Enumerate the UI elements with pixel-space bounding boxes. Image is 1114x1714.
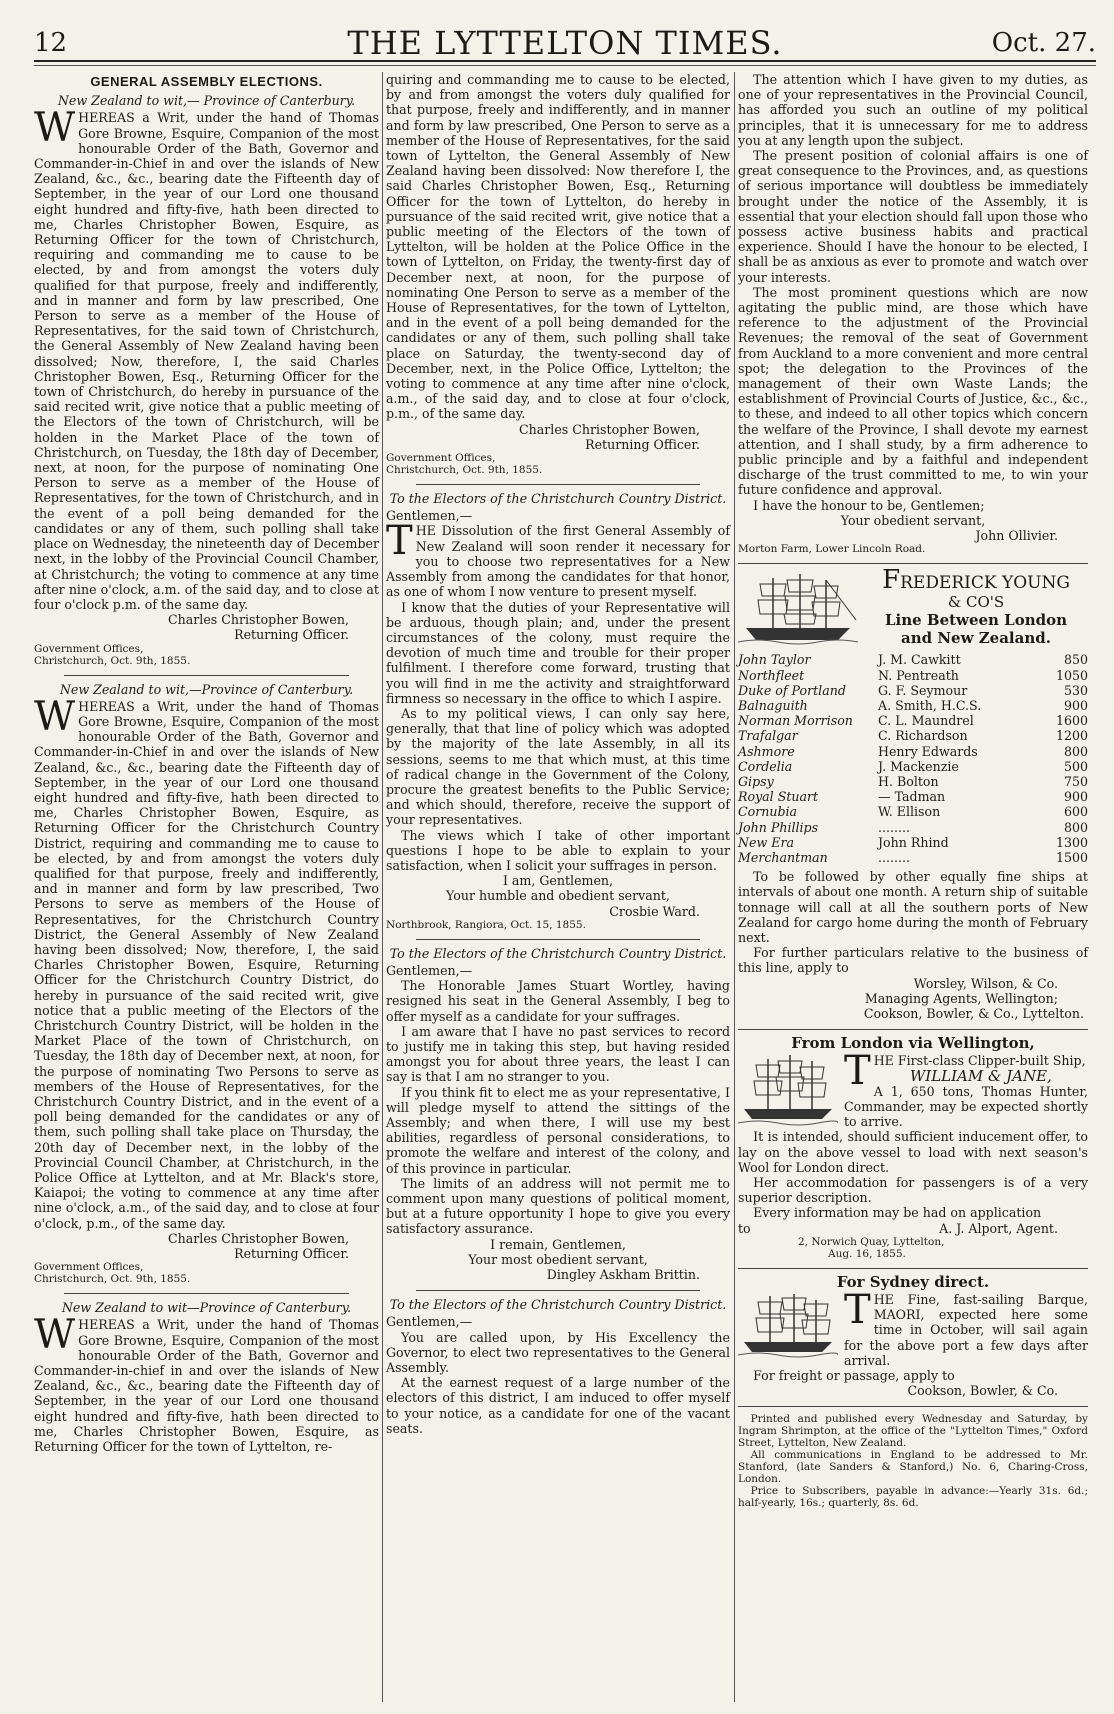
sailing-ship-icon bbox=[738, 1053, 838, 1127]
newspaper-title: THE LYTTELTON TIMES. bbox=[347, 24, 783, 62]
closing: I remain, Gentlemen, bbox=[490, 1236, 626, 1252]
ship-name: New Era bbox=[738, 834, 794, 850]
agent: A. J. Alport, Agent. bbox=[939, 1220, 1058, 1236]
signer: Dingley Askham Brittin. bbox=[546, 1267, 700, 1283]
notice-christchurch-country bbox=[34, 682, 379, 1286]
ship-name: Norman Morrison bbox=[738, 713, 853, 729]
address-title: To the Electors of the Christchurch Country District. bbox=[389, 1297, 727, 1313]
ship-captain: W. Ellison bbox=[878, 804, 941, 820]
ship-row bbox=[738, 850, 1088, 865]
ship-captain: A. Smith, H.C.S. bbox=[878, 697, 982, 713]
ad-heading: From London via Wellington, bbox=[791, 1034, 1035, 1053]
ad-paragraph: THE First-class Clipper-built Ship, bbox=[844, 1048, 1086, 1095]
ad-sydney bbox=[738, 1272, 1088, 1399]
ad-paragraph: For further particulars relative to the business of this line, apply to bbox=[738, 945, 1088, 976]
address-paragraph: The limits of an address will not permit me to comment upon many questions of political moment, but at a future opportunity I hope to give you every satisfactory assurance. bbox=[386, 1175, 730, 1237]
signer: Charles Christopher Bowen, bbox=[168, 1230, 349, 1246]
ship-row bbox=[738, 652, 1088, 667]
address-title: To the Electors of the Christchurch Country District. bbox=[389, 491, 727, 507]
address-paragraph: You are called upon, by His Excellency the Governor, to elect two representatives to the General Assembly. bbox=[386, 1329, 730, 1376]
ad-heading: For Sydney direct. bbox=[836, 1272, 990, 1291]
masthead-rule-thin bbox=[34, 65, 1096, 66]
signer: Charles Christopher Bowen, bbox=[168, 612, 349, 628]
notice-lyttelton-town bbox=[34, 1300, 379, 1454]
notice-body: WHEREAS a Writ, under the hand of Thomas Gore Browne, Esquire, Companion of the most honourable Order of the Bath, Governor and Commander-in-chief in and over the islands of New Zealand, &c., &c., bearing date the Fifteenth day of September, in the year of our Lord one thousand eight hundred and fifty-five, hath been directed to me, Charles Christopher Bowen, Esquire, as Returning Officer for the town of Lyttelton, re- bbox=[34, 1312, 379, 1455]
ship-captain: John Rhind bbox=[878, 834, 949, 850]
address-title: To the Electors of the Christchurch Country District. bbox=[389, 945, 727, 961]
notice-footer: Government Offices, bbox=[386, 452, 496, 465]
address-paragraph: I am aware that I have no past services to record to justify me in taking this step, but having resided amongst you for about three years, the least I can say is that I am no stranger to you. bbox=[386, 1023, 730, 1085]
imprint bbox=[738, 1413, 1088, 1509]
ship-captain: J. M. Cawkitt bbox=[878, 652, 961, 668]
separator bbox=[738, 1268, 1088, 1269]
ship-captain: H. Bolton bbox=[878, 773, 939, 789]
signer-role: Returning Officer. bbox=[585, 436, 700, 452]
ship-tonnage: 500 bbox=[1063, 758, 1088, 774]
ship-tonnage: 850 bbox=[1063, 652, 1088, 668]
ship-row bbox=[738, 820, 1088, 835]
ship-row bbox=[738, 804, 1088, 819]
ship-name: Duke of Portland bbox=[738, 682, 846, 698]
ad-paragraph: A 1, 650 tons, Thomas Hunter, Commander, may be expected shortly to arrive. bbox=[844, 1083, 1088, 1130]
column-divider bbox=[382, 72, 383, 1702]
ship-name: Merchantman bbox=[738, 849, 828, 865]
ship-captain: C. Richardson bbox=[878, 728, 968, 744]
ship-captain: N. Pentreath bbox=[878, 667, 959, 683]
imprint-paragraph: Price to Subscribers, payable in advance:—Yearly 31s. 6d.; half-yearly, 16s.; quarterly, 8s. 6d. bbox=[738, 1485, 1088, 1510]
ad-paragraph: For freight or passage, apply to bbox=[753, 1368, 955, 1384]
agent: Cookson, Bowler, & Co. bbox=[907, 1383, 1058, 1399]
ship-tonnage: 1050 bbox=[1055, 667, 1088, 683]
salutation: Gentlemen,— bbox=[386, 1314, 473, 1330]
notice-footer: Christchurch, Oct. 9th, 1855. bbox=[34, 1273, 191, 1286]
column-3 bbox=[738, 72, 1088, 1509]
address-footer: Morton Farm, Lower Lincoln Road. bbox=[738, 543, 926, 556]
address-ollivier bbox=[738, 72, 1088, 555]
drop-cap: T bbox=[844, 1287, 871, 1334]
ship-captain: — Tadman bbox=[878, 789, 946, 805]
ship-name: Northfleet bbox=[738, 667, 805, 683]
ship-row bbox=[738, 713, 1088, 728]
ship-name: John Phillips bbox=[738, 819, 819, 835]
notice-subtitle: New Zealand to wit,— Province of Canterbury. bbox=[57, 93, 356, 109]
ad-frederick-young bbox=[738, 565, 1088, 1021]
ship-row bbox=[738, 668, 1088, 683]
closing: Your humble and obedient servant, bbox=[446, 888, 670, 904]
signer-role: Returning Officer. bbox=[234, 1246, 349, 1262]
ad-footer: Aug. 16, 1855. bbox=[828, 1247, 906, 1260]
address-paragraph: The most prominent questions which are now agitating the public mind, are those which have reference to the adjustment of the Provincial Revenues; the removal of the seat of Government from Auckland to a more convenient and more central spot; the delegation to the Provinces of the management of their own Waste Lands; the establishment of Provincial Courts of Justice, &c., &c., to these, and indeed to all other topics which concern the welfare of the Province, I shall devote my earnest attention, and I shall study, by a firm adherence to public principle and by a faithful and independent discharge of the trust committed to me, to win your future confidence and approval. bbox=[738, 284, 1088, 498]
separator bbox=[64, 1293, 349, 1294]
page-number: 12 bbox=[34, 28, 68, 58]
ship-captain: Henry Edwards bbox=[878, 743, 978, 759]
masthead bbox=[34, 22, 1096, 62]
ship-row bbox=[738, 744, 1088, 759]
ad-paragraph: Her accommodation for passengers is of a very superior description. bbox=[738, 1175, 1088, 1206]
ad-wellington bbox=[738, 1036, 1088, 1260]
imprint-paragraph: All communications in England to be addressed to Mr. Stanford, (late Sanders & Stanford,) No. 6, Charing-Cross, London. bbox=[738, 1449, 1088, 1486]
ad-title: FREDERICK YOUNG & CO'S Line Between London and New Zealand. bbox=[882, 565, 1070, 648]
ad-footer: 2, Norwich Quay, Lyttelton, bbox=[798, 1235, 945, 1248]
notice-footer: Government Offices, bbox=[34, 1261, 144, 1274]
ship-captain: ........ bbox=[878, 849, 911, 865]
notice-lyttelton-continued bbox=[386, 72, 730, 476]
ship-row bbox=[738, 759, 1088, 774]
ship-name: Ashmore bbox=[738, 743, 795, 759]
address-crosbie-ward bbox=[386, 491, 730, 931]
closing: Your obedient servant, bbox=[840, 512, 986, 528]
column-1 bbox=[34, 72, 379, 1454]
address-paragraph: The views which I take of other important questions I hope to be able to explain to your satisfaction, when I solicit your suffrages in person. bbox=[386, 827, 730, 873]
column-divider bbox=[734, 72, 735, 1702]
ad-paragraph: THE Fine, fast-sailing Barque, MAORI, expected here some time in October, will sail again for the above port a few days after arrival. bbox=[844, 1287, 1088, 1368]
column-2 bbox=[386, 72, 730, 1436]
ship-captain: C. L. Maundrel bbox=[878, 713, 974, 729]
address-footer: Northbrook, Rangiora, Oct. 15, 1855. bbox=[386, 918, 586, 931]
address-last bbox=[386, 1297, 730, 1436]
ship-name: John Taylor bbox=[738, 652, 811, 668]
ship-name: Trafalgar bbox=[738, 728, 798, 744]
ship-tonnage: 1300 bbox=[1055, 834, 1088, 850]
ships-table bbox=[738, 652, 1088, 865]
drop-cap: F bbox=[882, 565, 901, 596]
ship-tonnage: 1600 bbox=[1055, 713, 1088, 729]
separator bbox=[738, 1029, 1088, 1030]
drop-cap: W bbox=[34, 1312, 76, 1359]
imprint-paragraph: Printed and published every Wednesday and Saturday, by Ingram Shrimpton, at the office of the "Lyttelton Times," Oxford Street, Lyttelton, New Zealand. bbox=[738, 1413, 1088, 1450]
signer: Charles Christopher Bowen, bbox=[519, 421, 700, 437]
section-heading: GENERAL ASSEMBLY ELECTIONS. bbox=[90, 74, 323, 89]
notice-footer: Government Offices, bbox=[34, 642, 144, 655]
notice-subtitle: New Zealand to wit—Province of Canterbury. bbox=[61, 1300, 352, 1316]
sailing-ship-icon bbox=[738, 570, 858, 648]
address-paragraph: I have the honour to be, Gentlemen; bbox=[753, 497, 985, 513]
drop-cap: T bbox=[844, 1048, 871, 1095]
ship-row bbox=[738, 774, 1088, 789]
ad-paragraph: to A. J. Alport, Agent. bbox=[738, 1220, 1058, 1236]
ship-row bbox=[738, 698, 1088, 713]
separator bbox=[416, 484, 700, 485]
salutation: Gentlemen,— bbox=[386, 962, 473, 978]
ship-tonnage: 750 bbox=[1063, 773, 1088, 789]
ship-row bbox=[738, 683, 1088, 698]
ship-tonnage: 800 bbox=[1063, 743, 1088, 759]
ship-tonnage: 900 bbox=[1063, 697, 1088, 713]
ship-row bbox=[738, 728, 1088, 743]
ad-paragraph: To be followed by other equally fine ships at intervals of about one month. A return ship of suitable tonnage will call at all the southern ports of New Zealand for cargo home during the month of February next. bbox=[738, 869, 1088, 945]
ship-tonnage: 1200 bbox=[1055, 728, 1088, 744]
ship-name: Gipsy bbox=[738, 773, 774, 789]
ship-tonnage: 530 bbox=[1063, 682, 1088, 698]
address-paragraph: THE Dissolution of the first General Assembly of New Zealand will soon render it necessary for you to choose two representatives for a New Assembly from among the candidates for that honor, as one of whom I now venture to present myself. bbox=[386, 518, 730, 600]
ship-name: Cornubia bbox=[738, 804, 798, 820]
ship-name: Cordelia bbox=[738, 758, 793, 774]
agent: Cookson, Bowler, & Co., Lyttelton. bbox=[863, 1005, 1084, 1021]
salutation: Gentlemen,— bbox=[386, 508, 473, 524]
sailing-ship-icon bbox=[738, 1292, 838, 1358]
separator bbox=[738, 1406, 1088, 1407]
address-paragraph: The present position of colonial affairs is one of great consequence to the Provinces, and, as questions of serious importance will doubtless be immediately brought under the notice of the Assembly, it is essential that your election should fall upon those who possess active business habits and practical experience. Should I have the honour to be elected, I shall be as anxious as ever to promote and watch over your interests. bbox=[738, 148, 1088, 285]
notice-footer: Christchurch, Oct. 9th, 1855. bbox=[386, 464, 543, 477]
agent: Managing Agents, Wellington; bbox=[864, 990, 1058, 1006]
ad-header bbox=[738, 565, 1088, 648]
ship-tonnage: 900 bbox=[1063, 789, 1088, 805]
drop-cap: W bbox=[34, 105, 76, 152]
ship-name: WILLIAM & JANE, bbox=[909, 1066, 1052, 1085]
notice-body: WHEREAS a Writ, under the hand of Thomas Gore Browne, Esquire, Companion of the most honourable Order of the Bath, Governor and Commander-in-Chief in and over the islands of New Zealand, &c., &c., bearing date the Fifteenth day of September, in the year of our Lord one thousand eight hundred and fifty-five, hath been directed to me, Charles Christopher Bowen, Esquire, as Returning Officer for the town of Christchurch, requiring and commanding me to cause to be elected, by and from amongst the voters duly qualified for that purpose, freely and indifferently, and in manner and form by law prescribed, One Person to serve as a member of the House of Representatives, for the said town of Christchurch, the General Assembly of New Zealand having been dissolved; Now, therefore, I, the said Charles Christopher Bowen, Esq., Returning Officer for the town of Christchurch, do hereby in pursuance of the said recited writ, give notice that a public meeting of the Electors of the town of Christchurch, will be holden in the Market Place of the town of Christchurch, on Tuesday, the 18th day of December, next, at noon, for the purpose of nominating One Person to serve as a member of the House of Representatives, for the town of Christchurch, and in the event of a poll being demanded for the candidates or any of them, such polling shall take place on Wednesday, the nineteenth day of December next, in the lobby of the Provincial Council Chamber, at Christchurch; the voting to commence at any time after nine o'clock, a.m. of the said day, and to close at four o'clock p.m. of the same day. bbox=[34, 105, 379, 612]
ad-paragraph: Every information may be had on application bbox=[753, 1205, 1042, 1221]
notice-footer: Christchurch, Oct. 9th, 1855. bbox=[34, 654, 191, 667]
ship-name: Royal Stuart bbox=[738, 789, 819, 805]
signer-role: Returning Officer. bbox=[234, 627, 349, 643]
address-paragraph: The Honorable James Stuart Wortley, having resigned his seat in the General Assembly, I beg to offer myself as a candidate for your suffrages. bbox=[386, 978, 730, 1024]
notice-christchurch-town bbox=[34, 93, 379, 666]
notice-body: WHEREAS a Writ, under the hand of Thomas Gore Browne, Esquire, Companion of the most honourable Order of the Bath, Governor and Commander-in-Chief in and over the islands of New Zealand, &c., &c., bearing date the Fifteenth day of September, in the year of our Lord one thousand eight hundred and fifty-five, hath been directed to me, Charles Christopher Bowen, Esquire, as Returning Officer for the Christchurch Country District, requiring and commanding me to cause to be elected, by and from amongst the voters duly qualified for that purpose, freely and indifferently, and in manner and form by law prescribed, Two Persons to serve as members of the House of Representatives, for the Christchurch Country District, the General Assembly of New Zealand having been dissolved; Now, therefore, I, the said Charles Christopher Bowen, Esquire, Returning Officer for the Christchurch Country District, do hereby in pursuance of the said recited writ, give notice that a public meeting of the Electors of the Christchurch Country District, will be holden in the Market Place of the town of Christchurch, on Tuesday, the 18th day of December next, at noon, for the purpose of nominating Two Persons to serve as members of the House of Representatives, for the Christchurch Country District, and in the event of a poll being demanded for the candidates or any of them, such polling shall take place on Thursday, the 20th day of December next, in the lobby of the Provincial Council Chamber, at Christchurch, in the Police Office at Lyttelton, and at Mr. Black's store, Kaiapoi; the voting to commence at any time after nine o'clock, a.m., of the said day, and to close at four o'clock, p.m., of the same day. bbox=[34, 693, 379, 1231]
separator bbox=[738, 563, 1088, 564]
separator bbox=[64, 675, 349, 676]
drop-cap: W bbox=[34, 693, 76, 740]
address-paragraph: As to my political views, I can only say here, generally, that that line of policy which was adopted by the majority of the late Assembly, in all its sessions, seems to me that which must, at this time of radical change in the Government of the Colony, procure the greatest benefits to the Public Service; and which should, therefore, receive the support of your representatives. bbox=[386, 705, 730, 828]
notice-body: quiring and commanding me to cause to be elected, by and from amongst the voters duly qualified for that purpose, freely and indifferently, and in manner and form by law prescribed, One Person to serve as a member of the House of Representatives, for the said town of Lyttelton, the General Assembly of New Zealand having been dissolved: Now therefore I, the said Charles Christopher Bowen, Esq., Returning Officer for the town of Lyttelton, do hereby in pursuance of the said recited writ, give notice that a public meeting of the Electors of the town of Lyttelton, will be holden at the Police Office in the town of Lyttelton, on Friday, the twenty-first day of December next, at noon, for the purpose of nominating One Person to serve as a member of the House of Representatives, for the town of Lyttelton, and in the event of a poll being demanded for the candidates or any of them, such polling shall take place on Saturday, the twenty-second day of December, next, in the Police Office, Lyttelton; the voting to commence at any time after nine o'clock, a.m., of the said day, and to close at four o'clock, p.m., of the same day. bbox=[386, 72, 730, 422]
ship-name: Balnaguith bbox=[738, 697, 808, 713]
agent: Worsley, Wilson, & Co. bbox=[913, 975, 1058, 991]
address-brittin bbox=[386, 946, 730, 1282]
address-paragraph: I know that the duties of your Representative will be arduous, though plain; and, under the present circumstances of the colony, must require the devotion of much time and trouble for their proper fulfilment. I therefore come forward, trusting that you will find in me the activity and straightforward firmness so necessary in the office to which I aspire. bbox=[386, 599, 730, 706]
address-paragraph: The attention which I have given to my duties, as one of your representatives in the Provincial Council, has afforded you such an outline of my political principles, that it is unnecessary for me to address you at any length upon the subject. bbox=[738, 72, 1088, 148]
address-paragraph: If you think fit to elect me as your representative, I will pledge myself to attend the sittings of the Assembly; and when there, I will use my best abilities, regardless of personal considerations, to promote the welfare and interest of the colony, and of this province in particular. bbox=[386, 1084, 730, 1176]
separator bbox=[416, 1290, 700, 1291]
ship-tonnage: 1500 bbox=[1055, 849, 1088, 865]
separator bbox=[416, 939, 700, 940]
issue-date: Oct. 27. bbox=[991, 28, 1096, 58]
ship-captain: ........ bbox=[878, 819, 911, 835]
signer: John Ollivier. bbox=[975, 528, 1058, 544]
ship-row bbox=[738, 789, 1088, 804]
address-paragraph: At the earnest request of a large number of the electors of this district, I am induced to offer myself to your notice, as a candidate for one of the vacant seats. bbox=[386, 1375, 730, 1436]
ship-row bbox=[738, 835, 1088, 850]
ship-tonnage: 800 bbox=[1063, 819, 1088, 835]
drop-cap: T bbox=[386, 518, 413, 565]
signer: Crosbie Ward. bbox=[609, 903, 700, 919]
masthead-rule bbox=[34, 60, 1096, 62]
notice-subtitle: New Zealand to wit,—Province of Canterbury. bbox=[59, 681, 354, 697]
ad-paragraph: It is intended, should sufficient inducement offer, to lay on the above vessel to load with next season's Wool for London direct. bbox=[738, 1129, 1088, 1175]
ship-captain: G. F. Seymour bbox=[878, 682, 968, 698]
ship-captain: J. Mackenzie bbox=[878, 758, 959, 774]
closing: Your most obedient servant, bbox=[468, 1251, 648, 1267]
ship-tonnage: 600 bbox=[1063, 804, 1088, 820]
closing: I am, Gentlemen, bbox=[502, 873, 614, 889]
